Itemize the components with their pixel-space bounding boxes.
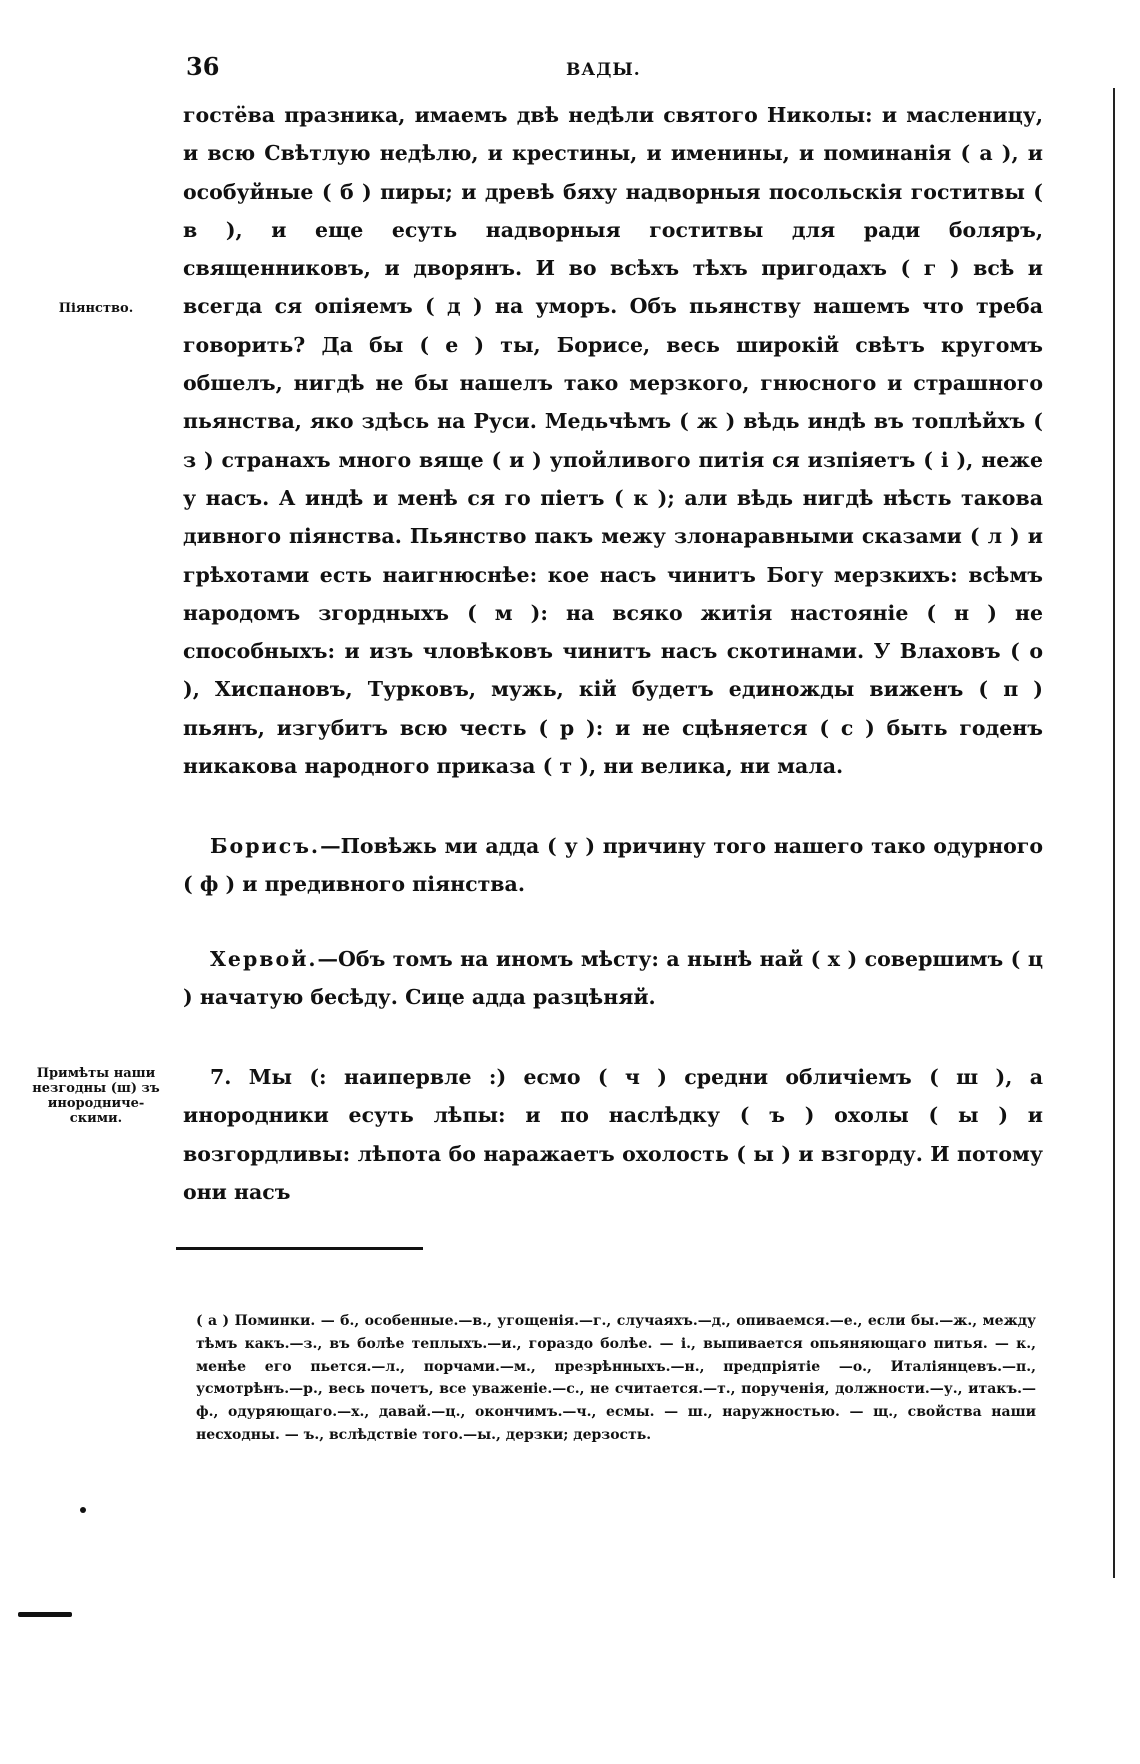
page-number: 36 bbox=[186, 52, 220, 81]
hervoj-line: —Объ томъ на иномъ мѣсту: а нынѣ най ( х ) совершимъ ( ц ) начатую бесѣду. Сице адда разцѣняй. bbox=[183, 947, 1043, 1010]
speaker-boris: Борисъ. bbox=[210, 834, 321, 858]
stray-ink-dash bbox=[18, 1612, 72, 1617]
margin-note-differences: Примѣты наши незгодны (ш) зъ инородниче-скими. bbox=[32, 1066, 160, 1126]
footnotes: ( а ) Поминки. — б., особенные.—в., угощенія.—г., случаяхъ.—д., опиваемся.—е., если бы.—ж., между тѣмъ какъ.—з., въ болѣе теплыхъ.—и., гораздо болѣе. — і., выпивается опьяняющаго питья. — к., менѣе его пьется.—л., порчами.—м., презрѣнныхъ.—н., предпріятіе —о., Италіянцевъ.—п., усмотрѣнъ.—р., весь почетъ, все уваженіе.—с., не считается.—т., порученія, должности.—у., итакъ.—ф., одуряющаго.—х., давай.—ц., окончимъ.—ч., есмы. — ш., наружностью. — щ., свойства наши несходны. — ъ., вслѣдствіе того.—ы., дерзки; дерзость. bbox=[196, 1313, 1036, 1443]
footnote-separator bbox=[176, 1247, 423, 1250]
main-paragraph: гостёва празника, имаемъ двѣ недѣли святого Николы: и масленицу, и всю Свѣтлую недѣлю, и крестины, и именины, и поминанія ( а ), и особуйные ( б ) пиры; и древѣ бяху надворныя посольскія гоститвы ( в ), и еще есуть надворныя гоститвы для ради боляръ, священниковъ, и дворянъ. И во всѣхъ тѣхъ пригодахъ ( г ) всѣ и всегда ся опіяемъ ( д ) на уморъ. Объ пьянству нашемъ что треба говорить? Да бы ( е ) ты, Борисе, весь широкій свѣтъ кругомъ обшелъ, нигдѣ не бы нашелъ тако мерзкого, гнюсного и страшного пьянства, яко здѣсь на Руси. Медьчѣмъ ( ж ) вѣдь индѣ въ топлѣйхъ ( з ) странахъ много вяще ( и ) упойливого питія ся изпіяетъ ( і ), неже у насъ. А индѣ и менѣ ся го піетъ ( к ); али вѣдь нигдѣ нѣсть такова дивного піянства. Пьянство пакъ межу злонаравными сказами ( л ) и грѣхотами есть наигнюснѣе: кое насъ чинитъ Богу мерзкихъ: всѣмъ народомъ згордныхъ ( м ): на всяко житія настояніе ( н ) не способныхъ: и изъ чловѣковъ чинитъ насъ скотинами. У Влаховъ ( о ), Хиспановъ, Турковъ, мужь, кій будетъ единожды виженъ ( п ) пьянъ, изгубитъ всю честь ( р ): и не сцѣняется ( с ) быть годенъ никакова народного приказа ( т ), ни велика, ни мала. bbox=[183, 103, 1043, 779]
dialogue-hervoj bbox=[183, 940, 1043, 1017]
margin-note-drunkenness: Піянство. bbox=[58, 301, 134, 316]
section-7-paragraph: 7. Мы (: наипервле :) есмо ( ч ) средни обличіемъ ( ш ), а инородники есуть лѣпы: и по наслѣдку ( ъ ) охолы ( ы ) и возгордливы: лѣпота бо наражаетъ охолость ( ы ) и взгорду. И потому они насъ bbox=[183, 1065, 1043, 1204]
dialogue-boris bbox=[183, 827, 1043, 904]
stray-ink-dot bbox=[80, 1507, 86, 1513]
boris-line: —Повѣжь ми адда ( у ) причину того нашего тако одурного ( ф ) и предивного піянства. bbox=[183, 834, 1043, 897]
running-title: ВАДЫ. bbox=[566, 60, 641, 80]
binding-edge-rule bbox=[1113, 88, 1115, 1578]
speaker-hervoj: Хервой. bbox=[210, 947, 318, 971]
